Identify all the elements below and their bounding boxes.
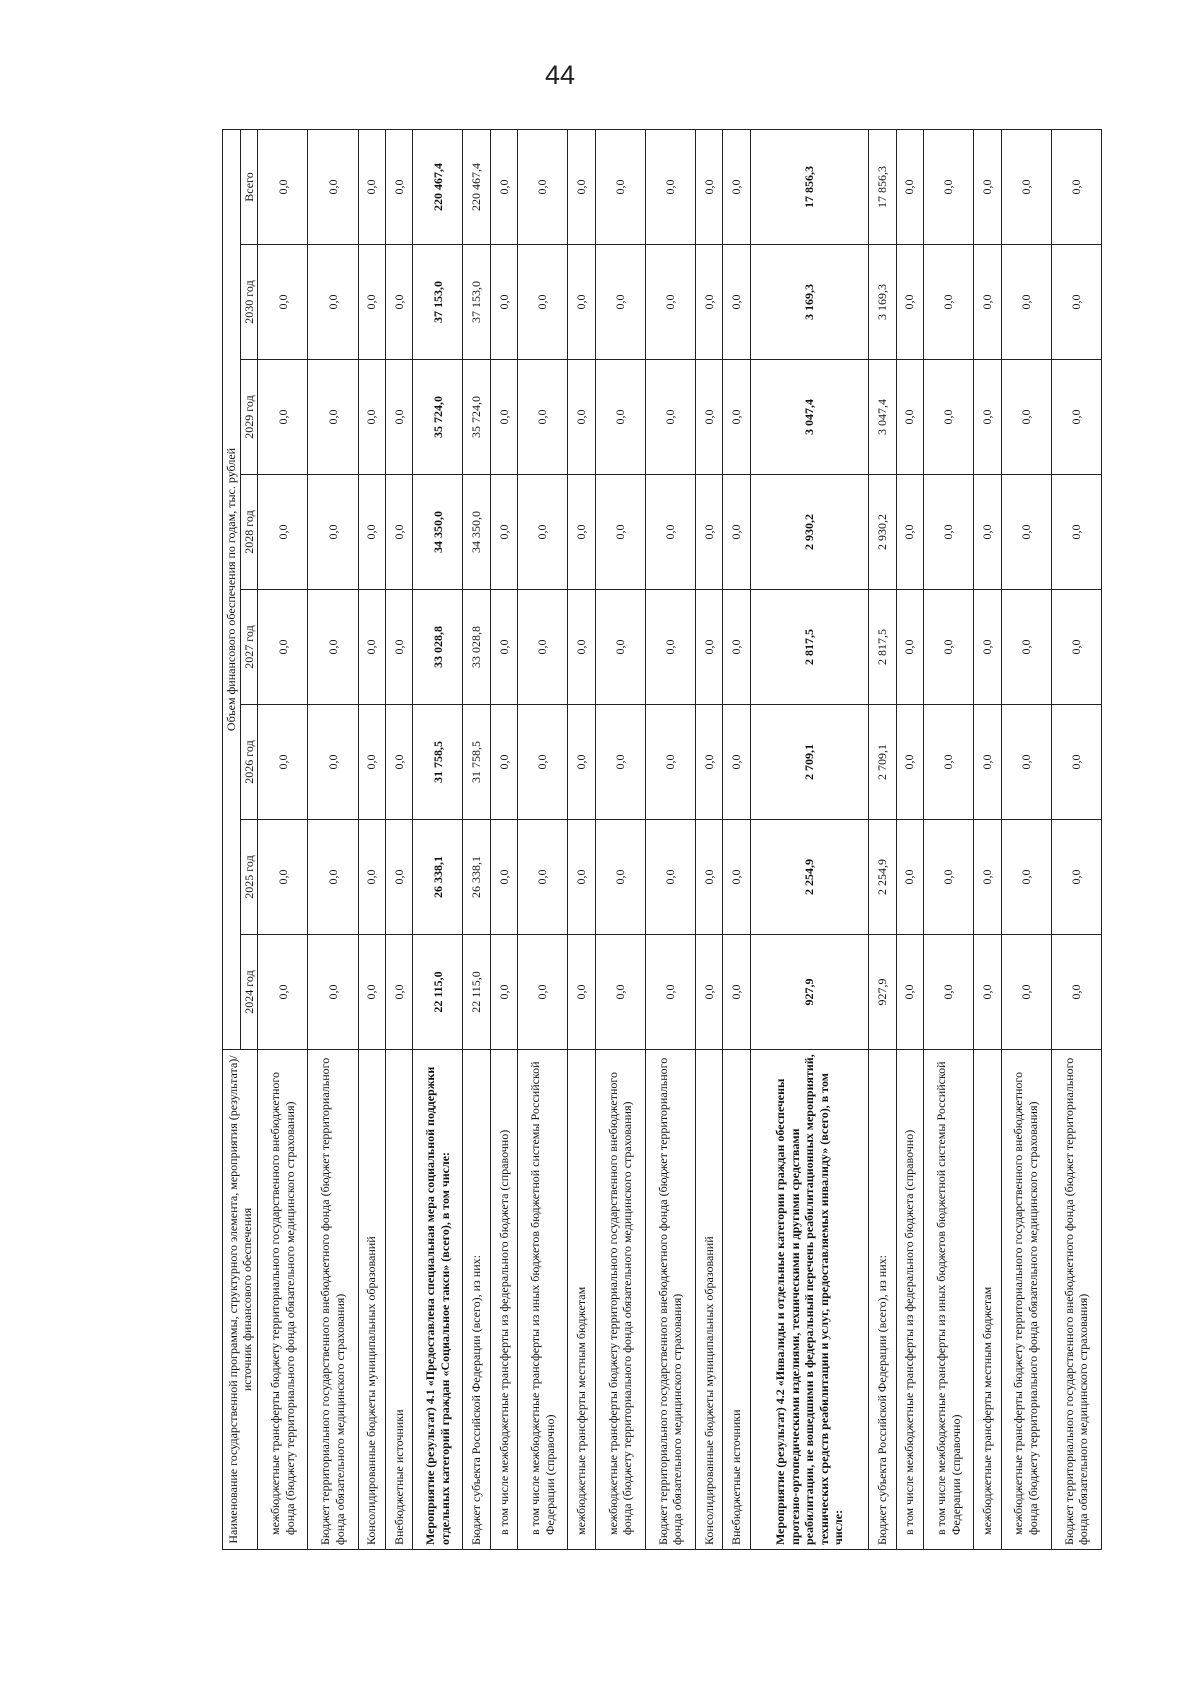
year-value: 2 254,9 — [869, 820, 896, 935]
year-value: 0,0 — [258, 475, 308, 590]
year-value: 0,0 — [595, 590, 645, 705]
year-value: 2 709,1 — [750, 705, 868, 820]
year-value: 0,0 — [696, 935, 723, 1050]
year-value: 0,0 — [723, 590, 750, 705]
total-value: 220 467,4 — [413, 129, 463, 244]
year-value: 0,0 — [1001, 820, 1051, 935]
year-value: 0,0 — [568, 590, 595, 705]
row-label: Бюджет территориального государственного внебюджетного фонда (бюджет территориального фонда обязательного медицинского страхования) — [308, 1050, 358, 1550]
year-value: 0,0 — [258, 360, 308, 475]
table-row — [1001, 129, 1051, 1549]
year-value: 0,0 — [385, 360, 412, 475]
year-value: 0,0 — [696, 590, 723, 705]
table-row — [308, 129, 358, 1549]
row-label: в том числе межбюджетные трансферты из иных бюджетов бюджетной системы Российской Федерации (справочно) — [518, 1050, 568, 1550]
table-row — [518, 129, 568, 1549]
year-value: 0,0 — [308, 705, 358, 820]
year-value: 0,0 — [923, 590, 973, 705]
year-value: 0,0 — [923, 705, 973, 820]
year-value: 26 338,1 — [413, 820, 463, 935]
year-value: 34 350,0 — [463, 475, 490, 590]
year-value: 0,0 — [923, 245, 973, 360]
year-value: 2 817,5 — [750, 590, 868, 705]
year-value: 2 709,1 — [869, 705, 896, 820]
year-value: 0,0 — [1001, 475, 1051, 590]
table-row — [923, 129, 973, 1549]
row-label: Консолидированные бюджеты муниципальных образований — [696, 1050, 723, 1550]
year-value: 0,0 — [1001, 360, 1051, 475]
year-value: 31 758,5 — [463, 705, 490, 820]
year-value: 0,0 — [358, 935, 385, 1050]
table-row — [385, 129, 412, 1549]
year-value: 0,0 — [896, 245, 923, 360]
table-row — [463, 129, 490, 1549]
year-value: 0,0 — [896, 475, 923, 590]
year-value: 0,0 — [308, 820, 358, 935]
year-value: 2 254,9 — [750, 820, 868, 935]
year-value: 0,0 — [258, 820, 308, 935]
year-value: 927,9 — [750, 935, 868, 1050]
year-value: 0,0 — [723, 820, 750, 935]
header-year: 2030 год — [240, 245, 258, 360]
year-value: 0,0 — [258, 590, 308, 705]
table-row — [896, 129, 923, 1549]
year-value: 0,0 — [974, 245, 1001, 360]
row-label: Мероприятие (результат) 4.1 «Предоставлена специальная мера социальной поддержки отдельных категорий граждан «Социальное такси» (всего), в том числе: — [413, 1050, 463, 1550]
year-value: 0,0 — [490, 475, 517, 590]
year-value: 0,0 — [645, 475, 695, 590]
table-row — [1051, 129, 1101, 1549]
year-value: 0,0 — [645, 820, 695, 935]
year-value: 0,0 — [385, 935, 412, 1050]
year-value: 0,0 — [308, 935, 358, 1050]
year-value: 0,0 — [974, 360, 1001, 475]
year-value: 0,0 — [723, 935, 750, 1050]
year-value: 3 169,3 — [750, 245, 868, 360]
year-value: 0,0 — [358, 475, 385, 590]
year-value: 0,0 — [358, 360, 385, 475]
year-value: 0,0 — [568, 245, 595, 360]
year-value: 0,0 — [1051, 935, 1101, 1050]
year-value: 2 930,2 — [750, 475, 868, 590]
total-value: 0,0 — [595, 129, 645, 244]
row-label: межбюджетные трансферты местным бюджетам — [974, 1050, 1001, 1550]
row-label: межбюджетные трансферты бюджету территориального государственного внебюджетного фонда (бюджету территориального фонда обязательного медицинского страхования) — [595, 1050, 645, 1550]
year-value: 0,0 — [490, 590, 517, 705]
row-label: Бюджет субъекта Российской Федерации (всего), из них: — [869, 1050, 896, 1550]
year-value: 0,0 — [568, 475, 595, 590]
table-row — [413, 129, 463, 1549]
year-value: 0,0 — [518, 705, 568, 820]
year-value: 0,0 — [490, 360, 517, 475]
year-value: 0,0 — [923, 360, 973, 475]
row-label: Бюджет территориального государственного внебюджетного фонда (бюджет территориального фонда обязательного медицинского страхования) — [645, 1050, 695, 1550]
rotated-table-container — [222, 130, 1102, 1550]
row-label: в том числе межбюджетные трансферты из федерального бюджета (справочно) — [490, 1050, 517, 1550]
header-name-col: Наименование государственной программы, структурного элемента, мероприятия (результата)/источник финансового обеспечения — [223, 1050, 258, 1550]
year-value: 0,0 — [974, 705, 1001, 820]
year-value: 0,0 — [1051, 590, 1101, 705]
year-value: 0,0 — [896, 935, 923, 1050]
header-row-top — [223, 129, 241, 1549]
row-label: Внебюджетные источники — [723, 1050, 750, 1550]
page-number: 44 — [545, 60, 576, 90]
financing-table — [222, 129, 1102, 1550]
year-value: 0,0 — [358, 705, 385, 820]
total-value: 220 467,4 — [463, 129, 490, 244]
year-value: 0,0 — [595, 935, 645, 1050]
year-value: 927,9 — [869, 935, 896, 1050]
year-value: 0,0 — [896, 360, 923, 475]
header-total: Всего — [240, 129, 258, 244]
year-value: 0,0 — [696, 360, 723, 475]
total-value: 17 856,3 — [869, 129, 896, 244]
year-value: 0,0 — [1001, 245, 1051, 360]
year-value: 0,0 — [595, 705, 645, 820]
year-value: 2 817,5 — [869, 590, 896, 705]
header-year: 2024 год — [240, 935, 258, 1050]
total-value: 0,0 — [923, 129, 973, 244]
year-value: 0,0 — [490, 245, 517, 360]
header-volume-title: Объем финансового обеспечения по годам, тыс. рублей — [223, 129, 241, 1049]
table-row — [645, 129, 695, 1549]
year-value: 3 047,4 — [750, 360, 868, 475]
year-value: 0,0 — [723, 705, 750, 820]
header-year: 2029 год — [240, 360, 258, 475]
year-value: 0,0 — [1001, 935, 1051, 1050]
table-row — [595, 129, 645, 1549]
year-value: 34 350,0 — [413, 475, 463, 590]
year-value: 0,0 — [385, 475, 412, 590]
total-value: 17 856,3 — [750, 129, 868, 244]
row-label: межбюджетные трансферты местным бюджетам — [568, 1050, 595, 1550]
year-value: 0,0 — [595, 360, 645, 475]
year-value: 22 115,0 — [463, 935, 490, 1050]
year-value: 0,0 — [490, 820, 517, 935]
year-value: 0,0 — [1051, 245, 1101, 360]
row-label: Консолидированные бюджеты муниципальных образований — [358, 1050, 385, 1550]
year-value: 0,0 — [568, 360, 595, 475]
table-row — [869, 129, 896, 1549]
year-value: 22 115,0 — [413, 935, 463, 1050]
year-value: 0,0 — [974, 935, 1001, 1050]
year-value: 0,0 — [518, 475, 568, 590]
year-value: 37 153,0 — [463, 245, 490, 360]
year-value: 33 028,8 — [413, 590, 463, 705]
table-row — [258, 129, 308, 1549]
year-value: 0,0 — [358, 820, 385, 935]
total-value: 0,0 — [568, 129, 595, 244]
year-value: 0,0 — [490, 935, 517, 1050]
year-value: 0,0 — [568, 935, 595, 1050]
year-value: 0,0 — [518, 590, 568, 705]
year-value: 0,0 — [923, 820, 973, 935]
table-row — [974, 129, 1001, 1549]
total-value: 0,0 — [490, 129, 517, 244]
year-value: 37 153,0 — [413, 245, 463, 360]
year-value: 0,0 — [896, 590, 923, 705]
year-value: 0,0 — [518, 360, 568, 475]
header-year: 2026 год — [240, 705, 258, 820]
year-value: 0,0 — [645, 705, 695, 820]
year-value: 0,0 — [974, 475, 1001, 590]
header-year: 2027 год — [240, 590, 258, 705]
year-value: 0,0 — [896, 705, 923, 820]
year-value: 2 930,2 — [869, 475, 896, 590]
year-value: 0,0 — [696, 820, 723, 935]
table-body — [258, 129, 1102, 1549]
year-value: 0,0 — [385, 590, 412, 705]
year-value: 0,0 — [1051, 360, 1101, 475]
row-label: Бюджет субъекта Российской Федерации (всего), из них: — [463, 1050, 490, 1550]
year-value: 0,0 — [358, 245, 385, 360]
year-value: 0,0 — [308, 360, 358, 475]
year-value: 31 758,5 — [413, 705, 463, 820]
year-value: 0,0 — [723, 475, 750, 590]
year-value: 0,0 — [595, 475, 645, 590]
year-value: 3 169,3 — [869, 245, 896, 360]
table-row — [568, 129, 595, 1549]
total-value: 0,0 — [258, 129, 308, 244]
table-row — [490, 129, 517, 1549]
year-value: 0,0 — [1051, 705, 1101, 820]
year-value: 33 028,8 — [463, 590, 490, 705]
table-row — [723, 129, 750, 1549]
header-year: 2025 год — [240, 820, 258, 935]
year-value: 0,0 — [974, 820, 1001, 935]
year-value: 0,0 — [308, 590, 358, 705]
year-value: 3 047,4 — [869, 360, 896, 475]
year-value: 0,0 — [1051, 475, 1101, 590]
year-value: 0,0 — [645, 590, 695, 705]
year-value: 0,0 — [923, 475, 973, 590]
total-value: 0,0 — [974, 129, 1001, 244]
total-value: 0,0 — [358, 129, 385, 244]
year-value: 0,0 — [568, 705, 595, 820]
row-label: в том числе межбюджетные трансферты из иных бюджетов бюджетной системы Российской Федерации (справочно) — [923, 1050, 973, 1550]
year-value: 35 724,0 — [413, 360, 463, 475]
year-value: 0,0 — [518, 820, 568, 935]
year-value: 0,0 — [1001, 590, 1051, 705]
year-value: 0,0 — [385, 705, 412, 820]
year-value: 0,0 — [696, 475, 723, 590]
year-value: 26 338,1 — [463, 820, 490, 935]
header-year: 2028 год — [240, 475, 258, 590]
year-value: 0,0 — [518, 245, 568, 360]
total-value: 0,0 — [645, 129, 695, 244]
year-value: 0,0 — [896, 820, 923, 935]
year-value: 0,0 — [258, 705, 308, 820]
year-value: 0,0 — [1001, 705, 1051, 820]
total-value: 0,0 — [1001, 129, 1051, 244]
total-value: 0,0 — [518, 129, 568, 244]
year-value: 0,0 — [385, 245, 412, 360]
year-value: 0,0 — [923, 935, 973, 1050]
row-label: Внебюджетные источники — [385, 1050, 412, 1550]
year-value: 0,0 — [696, 245, 723, 360]
year-value: 0,0 — [385, 820, 412, 935]
total-value: 0,0 — [308, 129, 358, 244]
year-value: 0,0 — [595, 245, 645, 360]
row-label: Мероприятие (результат) 4.2 «Инвалиды и отдельные категории граждан обеспечены протезно-ортопедическими изделиями, техническими и другими средствами реабилитации, не вошедшими в федеральный перечень реабилитационных мероприятий, технических средств реабилитации и услуг, предоставляемых инвалиду» (всего), в том числе: — [750, 1050, 868, 1550]
year-value: 0,0 — [490, 705, 517, 820]
year-value: 0,0 — [518, 935, 568, 1050]
year-value: 0,0 — [308, 245, 358, 360]
table-row — [358, 129, 385, 1549]
year-value: 0,0 — [1051, 820, 1101, 935]
row-label: межбюджетные трансферты бюджету территориального государственного внебюджетного фонда (бюджету территориального фонда обязательного медицинского страхования) — [1001, 1050, 1051, 1550]
year-value: 0,0 — [696, 705, 723, 820]
total-value: 0,0 — [696, 129, 723, 244]
year-value: 0,0 — [595, 820, 645, 935]
year-value: 0,0 — [723, 360, 750, 475]
year-value: 0,0 — [645, 245, 695, 360]
total-value: 0,0 — [723, 129, 750, 244]
year-value: 0,0 — [358, 590, 385, 705]
year-value: 0,0 — [308, 475, 358, 590]
year-value: 0,0 — [645, 360, 695, 475]
year-value: 0,0 — [645, 935, 695, 1050]
row-label: межбюджетные трансферты бюджету территориального государственного внебюджетного фонда (бюджету территориального фонда обязательного медицинского страхования) — [258, 1050, 308, 1550]
table-row — [750, 129, 868, 1549]
year-value: 0,0 — [258, 245, 308, 360]
total-value: 0,0 — [385, 129, 412, 244]
row-label: Бюджет территориального государственного внебюджетного фонда (бюджет территориального фонда обязательного медицинского страхования) — [1051, 1050, 1101, 1550]
year-value: 35 724,0 — [463, 360, 490, 475]
year-value: 0,0 — [974, 590, 1001, 705]
table-row — [696, 129, 723, 1549]
row-label: в том числе межбюджетные трансферты из федерального бюджета (справочно) — [896, 1050, 923, 1550]
total-value: 0,0 — [1051, 129, 1101, 244]
year-value: 0,0 — [723, 245, 750, 360]
total-value: 0,0 — [896, 129, 923, 244]
year-value: 0,0 — [258, 935, 308, 1050]
year-value: 0,0 — [568, 820, 595, 935]
